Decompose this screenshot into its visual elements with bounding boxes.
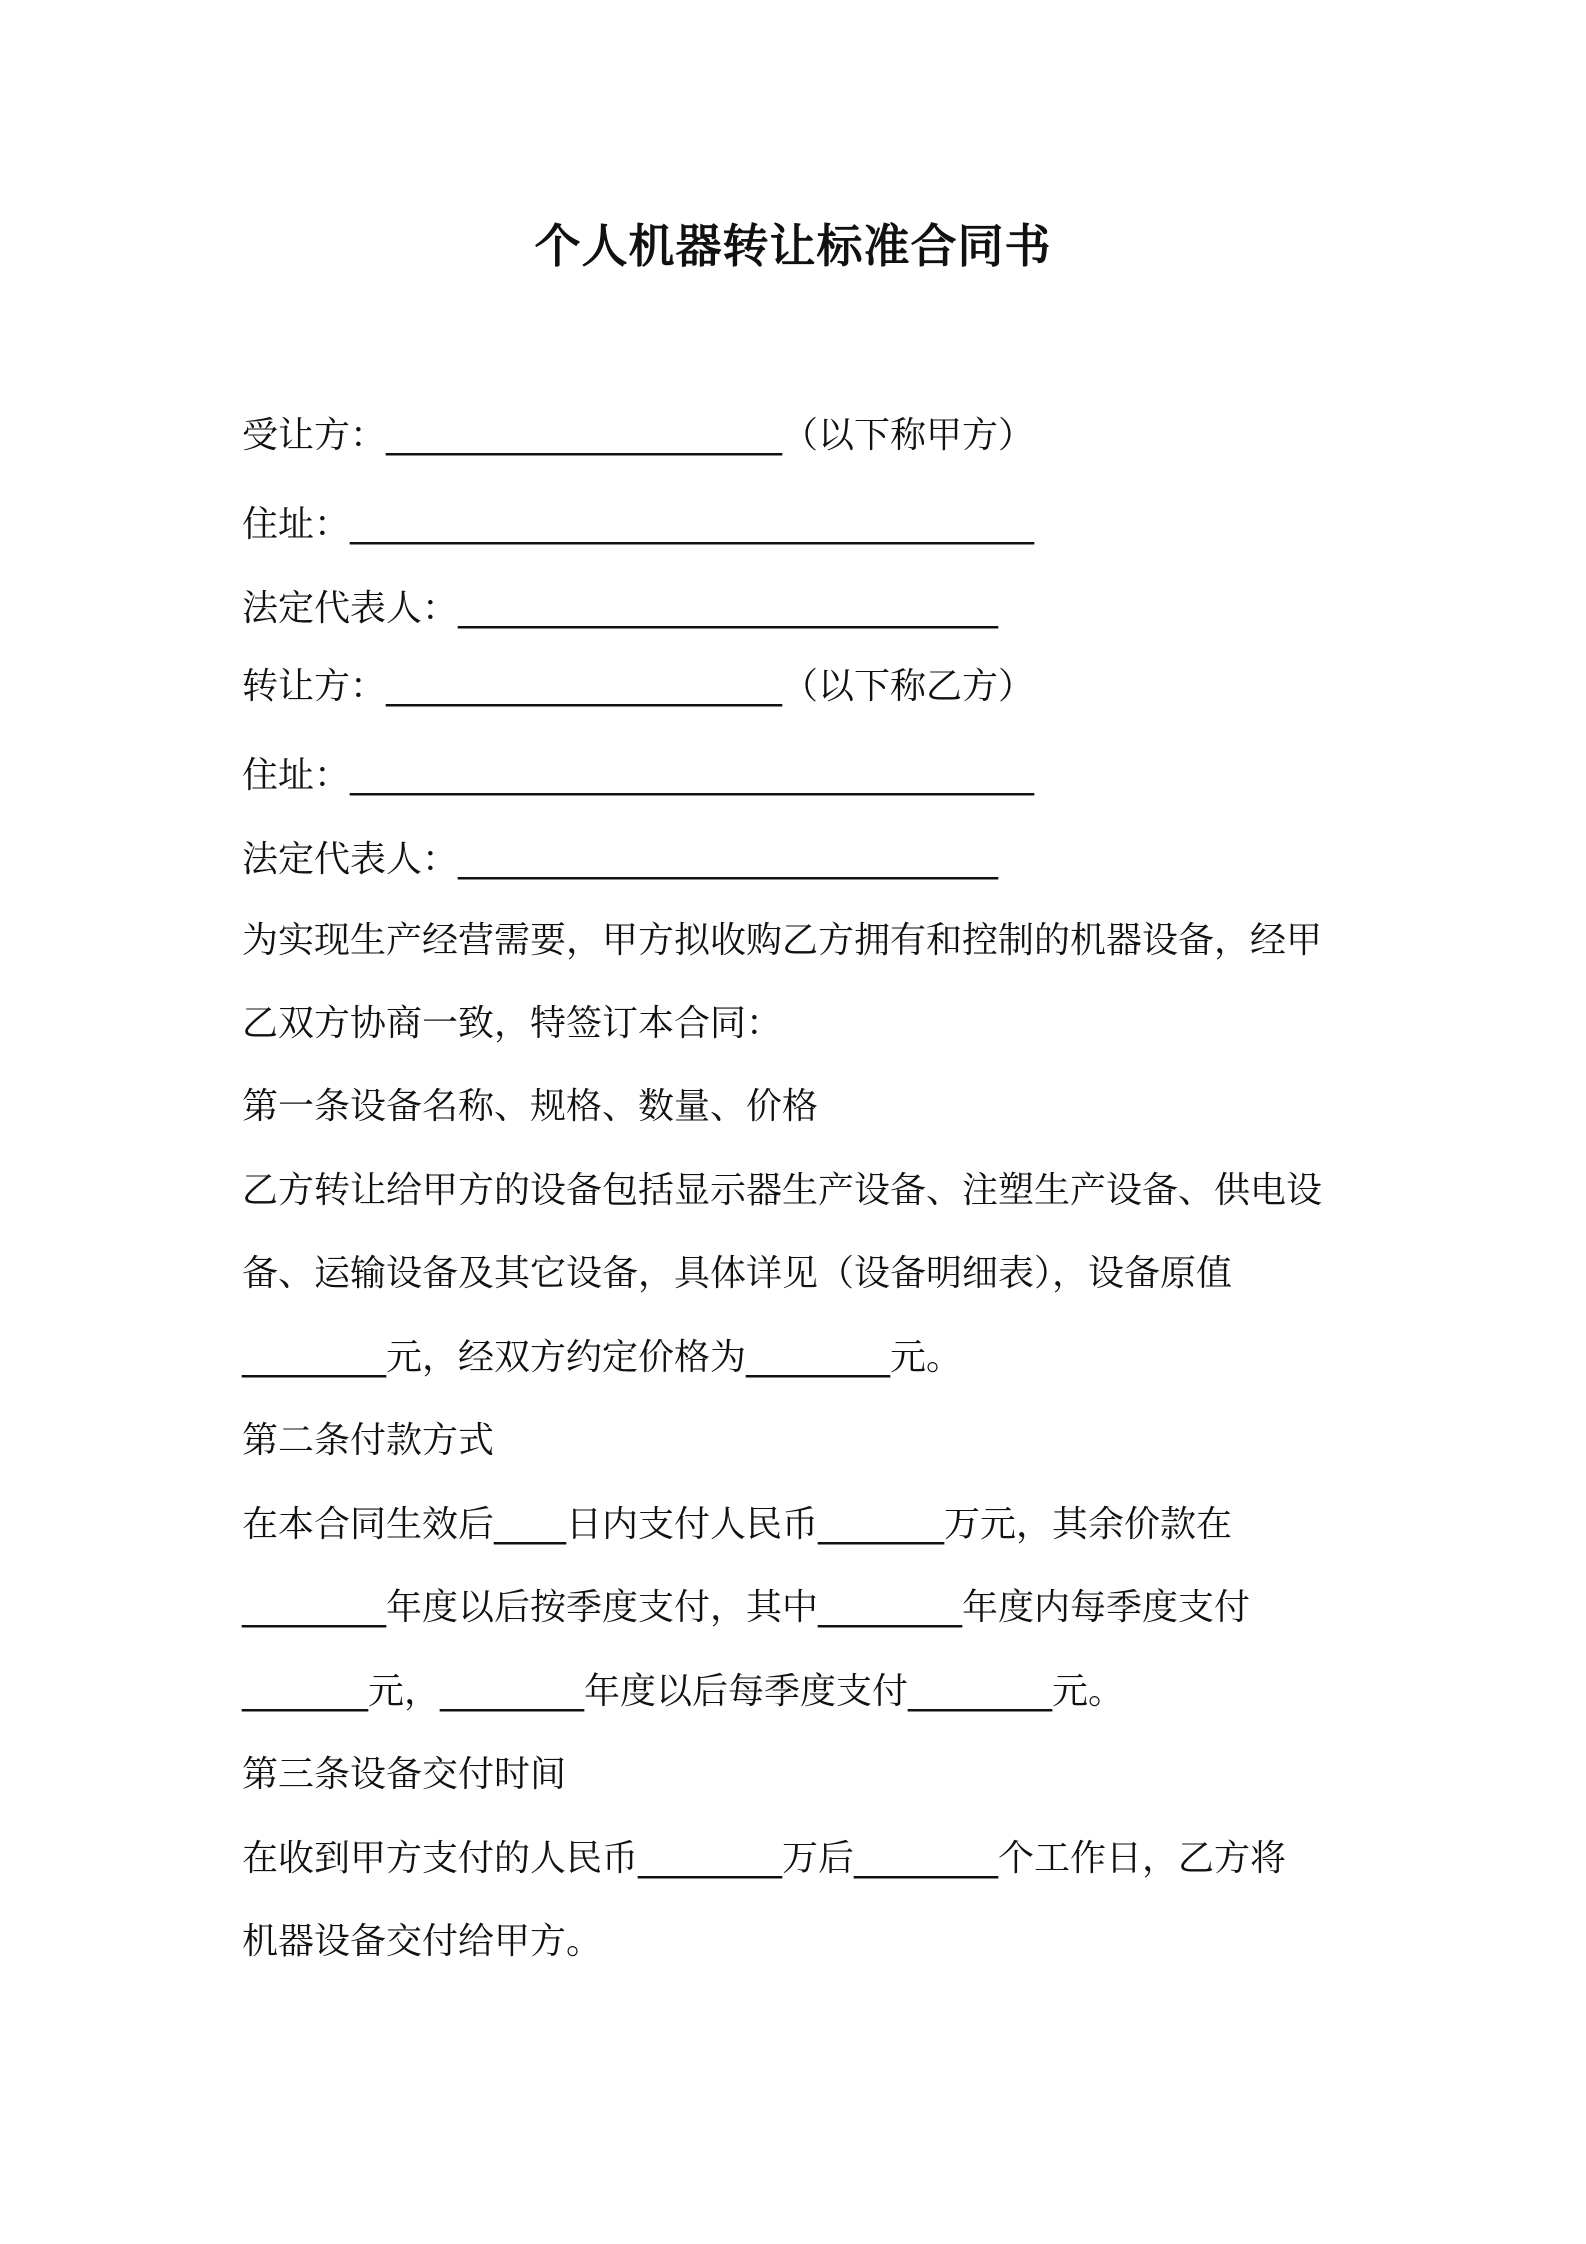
article-3-line-1: 在收到甲方支付的人民币________万后________个工作日，乙方将 (242, 1838, 1287, 1879)
transferor-representative-line: 法定代表人：______________________________ (242, 839, 999, 880)
transferor-line: 转让方：______________________（以下称乙方） (242, 666, 1035, 707)
article-1-line-3: ________元，经双方约定价格为________元。 (242, 1337, 963, 1378)
article-2-line-2: ________年度以后按季度支付，其中________年度内每季度支付 (242, 1587, 1251, 1628)
document-title: 个人机器转让标准合同书 (534, 219, 1052, 273)
article-1-line-2: 备、运输设备及其它设备，具体详见（设备明细表），设备原值 (242, 1253, 1233, 1294)
preamble-line-1: 为实现生产经营需要，甲方拟收购乙方拥有和控制的机器设备，经甲 (242, 920, 1323, 961)
article-2-line-1: 在本合同生效后____日内支付人民币_______万元，其余价款在 (242, 1504, 1233, 1545)
preamble-line-2: 乙双方协商一致，特签订本合同： (242, 1003, 783, 1044)
article-3-line-2: 机器设备交付给甲方。 (242, 1921, 603, 1962)
article-2-line-3: _______元，________年度以后每季度支付________元。 (242, 1671, 1125, 1712)
transferor-address-line: 住址：______________________________________ (242, 755, 1035, 796)
transferee-line: 受让方：______________________（以下称甲方） (242, 415, 1035, 456)
article-1-heading: 第一条设备名称、规格、数量、价格 (242, 1086, 819, 1127)
article-3-heading: 第三条设备交付时间 (242, 1754, 567, 1795)
transferee-representative-line: 法定代表人：______________________________ (242, 588, 999, 629)
transferee-address-line: 住址：______________________________________ (242, 504, 1035, 545)
article-2-heading: 第二条付款方式 (242, 1420, 495, 1461)
article-1-line-1: 乙方转让给甲方的设备包括显示器生产设备、注塑生产设备、供电设 (242, 1170, 1323, 1211)
